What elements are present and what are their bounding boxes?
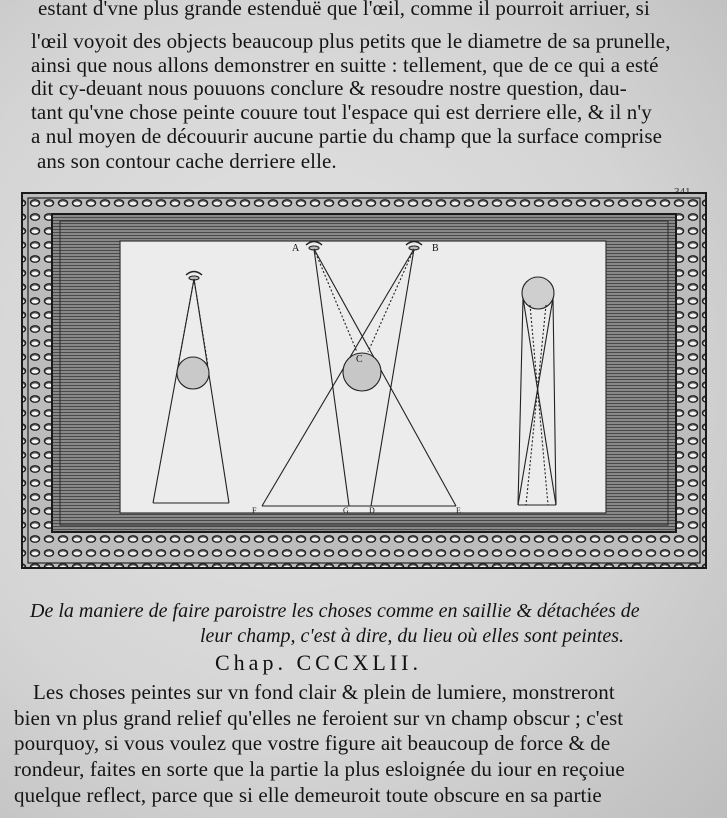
label-e: E [456,506,461,515]
label-d: D [369,506,375,515]
text-line: Les choses peintes sur vn fond clair & plein de lumiere, monstreront [33,680,615,704]
text-line: a nul moyen de découurir aucune partie du champ que la surface comprise [31,124,663,148]
text-line: l'œil voyoit des objects beaucoup plus petits que le diametre de sa prunelle, [31,29,671,53]
text-line: ainsi que nous allons demonstrer en suitte : tellement, que de ce qui a esté [31,53,659,77]
figure-caption-line1: De la maniere de faire paroistre les choses comme en saillie & détachées de [30,600,640,622]
text-line: quelque reflect, parce que si elle demeuroit toute obscure en sa partie [14,783,602,807]
label-f: F [252,506,257,515]
text-line: bien vn plus grand relief qu'elles ne feroient sur vn champ obscur ; c'est [14,706,624,730]
text-line: dit cy-deuant nous pouuons conclure & resoudre nostre question, dau- [31,76,627,100]
text-line: ans son contour cache derriere elle. [37,149,337,173]
chapter-heading: Chap. CCCXLII. [215,650,422,675]
text-line: tant qu'vne chose peinte couure tout l'espace qui est derriere elle, & il n'y [31,100,652,124]
label-a: A [292,243,300,254]
text-line: rondeur, faites en sorte que la partie la plus esloignée du iour en reçoiue [14,757,625,781]
text-line: pourquoy, si vous voulez que vostre figure ait beaucoup de force & de [14,731,611,755]
label-g: G [343,506,349,515]
label-c: C [356,354,363,365]
figure-caption-line2: leur champ, c'est à dire, du lieu où elles sont peintes. [200,625,625,647]
text-line: estant d'vne plus grande estenduë que l'œil, comme il pourroit arriuer, si [38,0,650,20]
label-b: B [432,243,439,254]
